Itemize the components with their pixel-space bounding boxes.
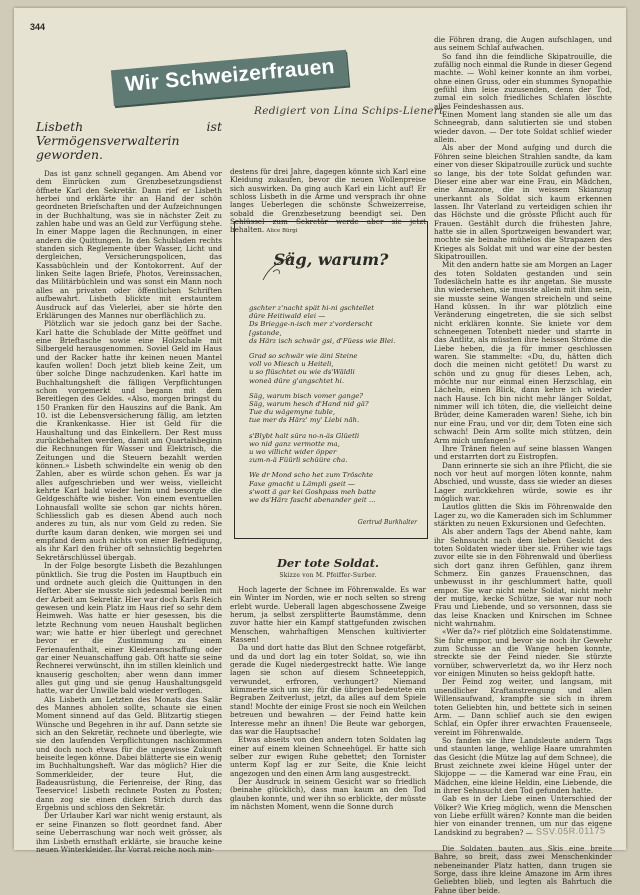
poem-stanza — [249, 432, 419, 465]
poem-line: s'Blybt halt süra no-n-äs Glüetli — [249, 431, 360, 440]
paragraph: Als aber andern Tags der Abend nahte, kam ihr Sehnsucht nach dem lieben Gesicht des toten Soldaten wieder über sie. Früher wie tags zuvor eilte sie in den Föhrenwald und überliess sich dort ganz ihren Gefühlen, ganz ihrem Schmerz. Ein ganzes Frauenschnen, das unbewusst in ihr geschlummert hatte, quoll empor. Sie war nicht mehr Soldat, nicht mehr der mutige, kecke Schütze, sie war nur noch Frau und Liebende, und so versonnen, dass sie das leise Knacken und Knirschen im Schnee nicht wahrnahm. — [434, 527, 612, 629]
paragraph: Dann erinnerte sie sich an ihre Pflicht, die sie noch vor heut auf morgen löten konnte, nahm Abschied, und wusste, dass sie wieder an dieses Lager zurückkehren würde, sowie es ihr möglich war. — [434, 460, 612, 503]
paragraph: So fand ihn die feindliche Skipatrouille, die zufällig noch einmal die Runde in dieser Gegend machte. — Wohl keiner konnte an ihm vorbei, ohne einen Gruss, oder ein stummes Synopathie gefühl ihm leise zuzusenden, denn der Tod, zumal ein solch friedliches Schlafen löschte alles Feindeshassen aus. — [434, 51, 612, 111]
paragraph: Der Ausdruck in seinem Gesicht war so friedlich (beinahe glücklich), dass man kaum an den Tod glauben konnte, und wer ihn so erblickte, der müsste im nächsten Moment, wenn die Sonne durch — [230, 776, 426, 811]
magazine-page — [14, 8, 626, 895]
editor-line: Redigiert von Lina Schips-Lienert — [254, 105, 444, 117]
poem-line: ds Härz isch schwär gsi, d'Füess wie Blei. — [249, 336, 396, 345]
poem-line: Tue du wägemyne tuble, — [249, 408, 336, 417]
paragraph: destens für drei Jahre, dagegen könnte sich Karl eine Kleidung zukaufen, bevor die neuen Wollenpreise sich auswirken. Da ging auch Karl ein Licht auf! Er schloss Lisbeth in die Arme und versprach ihr ohne langes Ueberlegen die schönste Schweizerreise, sobald die Grenzbesetzung beendigt sei. Den Schlüssel zum Sekretär werde aber sie jetzt behalten. Alice Bürgi — [230, 167, 426, 235]
paragraph: So fanden sie ihre Landsleute andern Tags und staunten lange, wehlige Haare umrahmten das Gesicht (die Mütze lag auf dem Schnee), die Brust zeichnete zwei kleine Hügel unter der Skijoppe — — die Kamerad war eine Frau, ein Mädchen, eine kleine Heldin, eine Liebende, die in ihrer Sehnsucht den Tod gefunden hatte. — [434, 735, 612, 795]
paragraph: Der Feind zog weiter, und langsam, mit unendlicher Kraftanstrengung und allen Willensaufwand, krampfte sie sich in ihrem toten Geliebten hin, und bettete sich in seinen Arm. — Dann schlief auch sie den ewigen Schlaf, ein Opfer ihrer erwachten Frauenseele, vereint im Föhrenwalde. — [434, 677, 612, 737]
poem-stanza — [249, 304, 419, 345]
poem-title: Säg, warum? — [273, 250, 389, 269]
paragraph: die Föhren drang, die Augen aufschlagen, und aus seinem Schlaf aufwachen. — [434, 35, 612, 53]
poem-stanza — [249, 471, 419, 504]
poem-stanza — [249, 352, 419, 385]
poem-line: tue mer ds Härz' my' Liebi näh. — [249, 416, 360, 425]
paragraph: Etwas abseits von den andern toten Soldaten lag einer auf einem kleinen Schneehügel. Er hatte sich selber zur ewigen Ruhe gebettet; den Tornister unterm Kopf lag er zur Seite, die Knie leicht angezogen und den einen Arm lang ausgestreckt. — [230, 735, 426, 778]
article-author: Alice Bürgi — [266, 228, 298, 235]
poem-line: zum-n-ä Füürli schüüre cha. — [249, 456, 348, 465]
poem-line: Faxe gmacht u Lämpli gseit — — [249, 479, 355, 488]
paragraph: Hoch lagerte der Schnee im Föhrenwalde. Es war ein Winter im Norden, wie er noch selten so streng erlebt wurde. Ueberall lagen abgeschossene Zweige herum, ja selbst zersplitterte Baumstämme, denn zuvor hatte hier ein Kampf stattgefunden zwischen Menschen, wahrhaftigen Menschen kultivierter Rassen! — [230, 585, 426, 645]
poem-line: wo nid ganz vermotte ma, — [249, 439, 340, 448]
poem-line: Ds Briegge-n-isch mer z'vorderscht — [249, 320, 373, 329]
section-banner — [111, 50, 349, 106]
poem-line: u so flüschtet ou wie ds'Wäldli — [249, 368, 355, 377]
paragraph: In der Folge besorgte Lisbeth die Bezahlungen pünktlich. Sie trug die Posten im Hauptbuch ein und ordnete auch gleich die Quittungen in den Hefter. Aber sie musste sich jedesmal beeilen mit der Arbeit am Sekretär. Hier war doch Karls Reich gewesen und kein Platz im Haus rief so sehr dem Heimweh. Was hatte er hier gesessen, bis die letzte Rechnung vom neuen Haushalt beglichen war; wie hatte er hier überlegt und gerechnet bevor er die Zustimmung zu einem Ferienaufenthalt, einer Kleideranschaffung oder gar einer Neuanschaffung gab. Oft hatte sie seine Rechnerei verwünscht, ihn im stillen kleinlich und knauserig gescholten; aber wenn dann immer alles gut ging und sie genug Haushaltungsgeld hatte, war der Unwille bald wieder verflogen. — [36, 561, 222, 696]
paragraph: Das ist ganz schnell gegangen. Am Abend vor dem Einrücken zum Grenzbesetzungsdienst öffnete Karl den Sekretär. Dann rief er Lisbeth herbei und erklärte ihr an Hand der schön geordneten Briefschaften und der Aufzeichnungen in der Buchhaltung, was sie in nächster Zeit zu zahlen habe und was an Geld zur Verfügung stehe. In einer Mappe lagen die Rechnungen, in einer andern die Quittungen. In den Schubladen rechts standen sich Reglemente über Wasser, Licht und dergleichen, Versicherungspolicen, das Kassabüchlein und der Kontokorrent. Auf der linken Seite lagen Briefe, Photos, Vereinssachen, das Militärbüchlein und was sonst ein Mann noch alles an privaten oder öffentlichen Schriften aufbewahrt. Lisbeth blickte mit erstauntem Ausdruck auf das Vielerlei, aber sie hörte den Erklärungen des Mannes nur oberflächlich zu. — [36, 169, 222, 320]
paragraph: Da und dort hatte das Blut den Schnee rotgefärbt, und da und dort lag ein toter Soldat, so, wie ihn gerade die Kugel niedergestreckt hatte. Wie lange lagen sie schon auf diesem Schneeteppich, verwundet, erfroren, verhungert? Niemand kümmerte sich um sie; für die übrigen bedeutete ein Begraben Zeitverlust, jetzt, da alles auf dem Spiele stand! Mochte der einige Frost sie noch ein Weilchen betreuen und bewahren — der Feind hatte kein Interesse mehr an ihnen! Die Beute war geborgen, das war die Hauptsache! — [230, 643, 426, 736]
page-number: 344 — [30, 22, 46, 32]
paragraph: Plötzlich war sie jedoch ganz bei der Sache. Karl hatte die Schublade der Mitte geöffnet und eine Brieftasche sowie eine Holzschale mit Silbergeld herausgenommen. Soviel Geld im Haus und der Racker hatte ihr keinen neuen Mantel kaufen wollen! Doch jetzt blieb keine Zeit, um über solche Dinge nachzudenken. Karl hatte im Buchhaltungsheft die fälligen Verpflichtungen schon vorgemerkt und begann mit dem Bereitlegen des Geldes. «Also, morgen bringst du 150 Franken für den Hauszins auf die Bank. Am 10. ist die Lebensversicherung fällig, am letzten die Krankenkasse. Hier ist Geld für die Haushaltung und das Einkellern. Der Rest muss zurückbehalten werden, damit am Quartalsbeginn die Rechnungen für Wasser und Elektrisch, die Zeitungen und die Steuern bezahlt werden können.» Lisbeth schwindelte ein wenig ob den Zahlen, aber es würde schon gehen. Es war ja alles aufgeschrieben und wer weiss, vielleicht kehrte Karl bald wieder heim und besorgte die Geldgeschäfte wie bisher. Von einem eventuellen Lohnausfall wollte sie schon gar nichts hören. Schliesslich gab es diesen Abend auch noch anderes zu tun, als nur vom Geld zu reden. Sie durfte kaum daran denken, wie morgen sei und empfand dem auch nichts von einer Befriedigung, als ihr Karl den früher oft sehnsüchtig begehrten Sekretärschlüssel übergab. — [36, 319, 222, 562]
article-tote-soldat-continued — [434, 35, 612, 895]
poem-line: gschter z'nacht spät hi-ni gschtellet — [249, 304, 375, 312]
article-lisbeth — [36, 119, 222, 854]
poem-line: voll vo Miesch u Heiteli, — [249, 360, 334, 369]
paragraph: Mit den andern hatte sie am Morgen an Lager des toten Soldaten gestanden und sein Todeslächeln hatte es ihr angetan. Sie musste ihn wiedersehen, sie musste allein mit ihm sein, sie musste seine Wangen streicheln und seine Hand küssen. In ihr war plötzlich eine Veränderung eingetreten, die sie sich selbst nicht erklären konnte. Sie kniete vor dem schneegenen Totenbett nieder und starrte in das Antlitz, als müssten ihre heissen Ströme die Liebe heben, die ja für immer geschlossen waren. Sie stammelte: «Du, du, hätten dich doch die meinen nicht getötet! Du warst zu schön und zu gnug für dieses Leben, ach, möchte nur nur einmal einen Herzschlag, ein Lächeln, einen Blick, dann kehre ich wieder nach Hause. Ich bin nicht mehr länger Soldat, nimmer will ich töten, die, die vielleicht deine Brüder, deine Kameraden waren! Siehe, ich bin nur eine Frau, und vor dir, dem Toten eine sich schwach! Dein Arm sollte mich stützen, dein Arm mich umfangen!» — [434, 260, 612, 445]
article-tote-soldat — [230, 586, 426, 836]
poem-body — [249, 304, 419, 511]
article-title: Lisbeth ist Vermögensverwalterin geworden. — [36, 119, 222, 162]
poem-line: [gstande, — [249, 328, 282, 337]
poem-stanza — [249, 392, 419, 425]
article-lisbeth-continued — [230, 167, 426, 235]
poem-line: s'wott ä gar kei Goshpass meh batte — [249, 487, 376, 496]
paragraph: Einen Moment lang standen sie alle um das Schneegrab, dann salutierten sie und stoben wieder davon. — Der tote Soldat schlief wieder allein. — [434, 110, 612, 145]
paragraph: Ihre Tränen fielen auf seine blassen Wangen und erstarrten dort zu Eistropfen. — [434, 443, 612, 462]
paragraph: Lautlos glitten die Skis im Föhrenwalde den Lager zu, wo die Kameraden sich im Schlummer stärkten zu neuen Exkursionen und Gefechten. — [434, 502, 612, 528]
archive-stamp: SSV.05R.01175 — [535, 825, 606, 837]
poem-line: we ds'Härz fascht abenander geit ... — [249, 496, 376, 505]
paragraph: Der Urlauber Karl war nicht wenig erstaunt, als er seine Finanzen so flott geordnet fand. Aber seine Ueberraschung war noch weit grösser, als ihm Lisbeth ernsthaft erklärte, sie brauche keine neuen Winterkleider. Ihr Vorrat reiche noch min- — [36, 811, 222, 854]
article-byline: Skizze von M. Pfeiffer-Surber. — [279, 572, 377, 579]
flower-illustration — [259, 254, 305, 284]
article-title-tote-soldat: Der tote Soldat. — [276, 556, 380, 570]
paragraph: «Wer da?» rief plötzlich eine Soldatenstimme. Sie fuhr empor, und bevor sie noch ihr Gewehr zum Schusse an die Wange heben konnte, streckte sie der Feind nieder. Sie stürzte vornüber, schwerverletzt da, wo ihr Herz noch vor einigen Minuten so heiss geklopft hatte. — [434, 627, 612, 679]
poem-line: Grad so schwär wie äini Steine — [249, 352, 358, 361]
paragraph: Die Soldaten bauten aus Skis eine breite Bahre, so breit, dass zwei Menschenkinder nebeneinander Platz hatten, dann trugen sie Sorge, dass ihre kleine Amazone im Arm ihres Geliebten blieb, und legten als Bahrtuch die Fahne über beide. — [434, 844, 612, 895]
paragraph: Als aber der Mond aufging und durch die Föhren seine bleichen Strahlen sandte, da kam einer von dieser Skipatrouille zurück und suchte so lange, bis der tote Soldat gefunden war. Dieser eine aber war eine Frau, ein Mädchen, eine Amazone, die in weissem Skianzug unerkannt als Soldat sich kaum erkennen lassen. Ihr Vaterland zu verteidigen schien ihr das Höchste und die grösste Pflicht auch für Frauen. Gestählt durch die frühesten Jahre, hatte sie in allen Sportzweigen bewandert war, mochte sie beinahe mühelos die Strapazen des Krieges als Soldat mit und war eine der besten Skipatrouillen. — [434, 143, 612, 261]
poem-line: woneä düre g'angschtet hi. — [249, 376, 345, 385]
poem-line: düre Heitiwald elei — — [249, 312, 326, 321]
paragraph: Als Lisbeth am Letzten des Monats das Salär des Mannes abholen sollte, schaute sie einen Moment sinnend auf das Geld. Blitzartig stiegen Wünsche und Begehren in ihr auf. Dann setzte sie sich an den Sekretär, rechnete und überlegte, wie sie den laufenden Verpflichtungen nachkommen und doch noch etwas für die ungewisse Zukunft beiseite legen könne. Dabei blätterte sie ein wenig im Buchhaltungsheft. War das möglich? Hier die Sommerkleider, der teure Hut, die Badeausrüstung, die Ferienreise, der Ring, das Teeservice! Lisbeth rechnete Posten zu Posten; dann zog sie einen dicken Strich durch das Ergebnis und schloss den Sekretär. — [36, 694, 222, 813]
paragraph: Gab es in der Liebe einen Unterschied der Völker? Wie Krieg möglich, wenn die Menschen von Liebe erfüllt wären? Konnte man die beiden hier von einander trennen, um nur das eigene Landskind zu begraben? — — [434, 794, 612, 837]
poem-line: Säg, warum hesch d'Hand nid gä? — [249, 400, 369, 409]
poem-line: We dr Mond scho het zum Tröschte — [249, 471, 374, 480]
poem-line: u wo villicht wider öpper — [249, 448, 337, 457]
banner-title: Wir Schweizerfrauen — [124, 54, 336, 97]
poem-author: Gertrud Burkhalter — [357, 519, 417, 526]
poem-box — [234, 221, 428, 539]
poem-line: Säg, warum bisch vomer gange? — [249, 391, 363, 400]
